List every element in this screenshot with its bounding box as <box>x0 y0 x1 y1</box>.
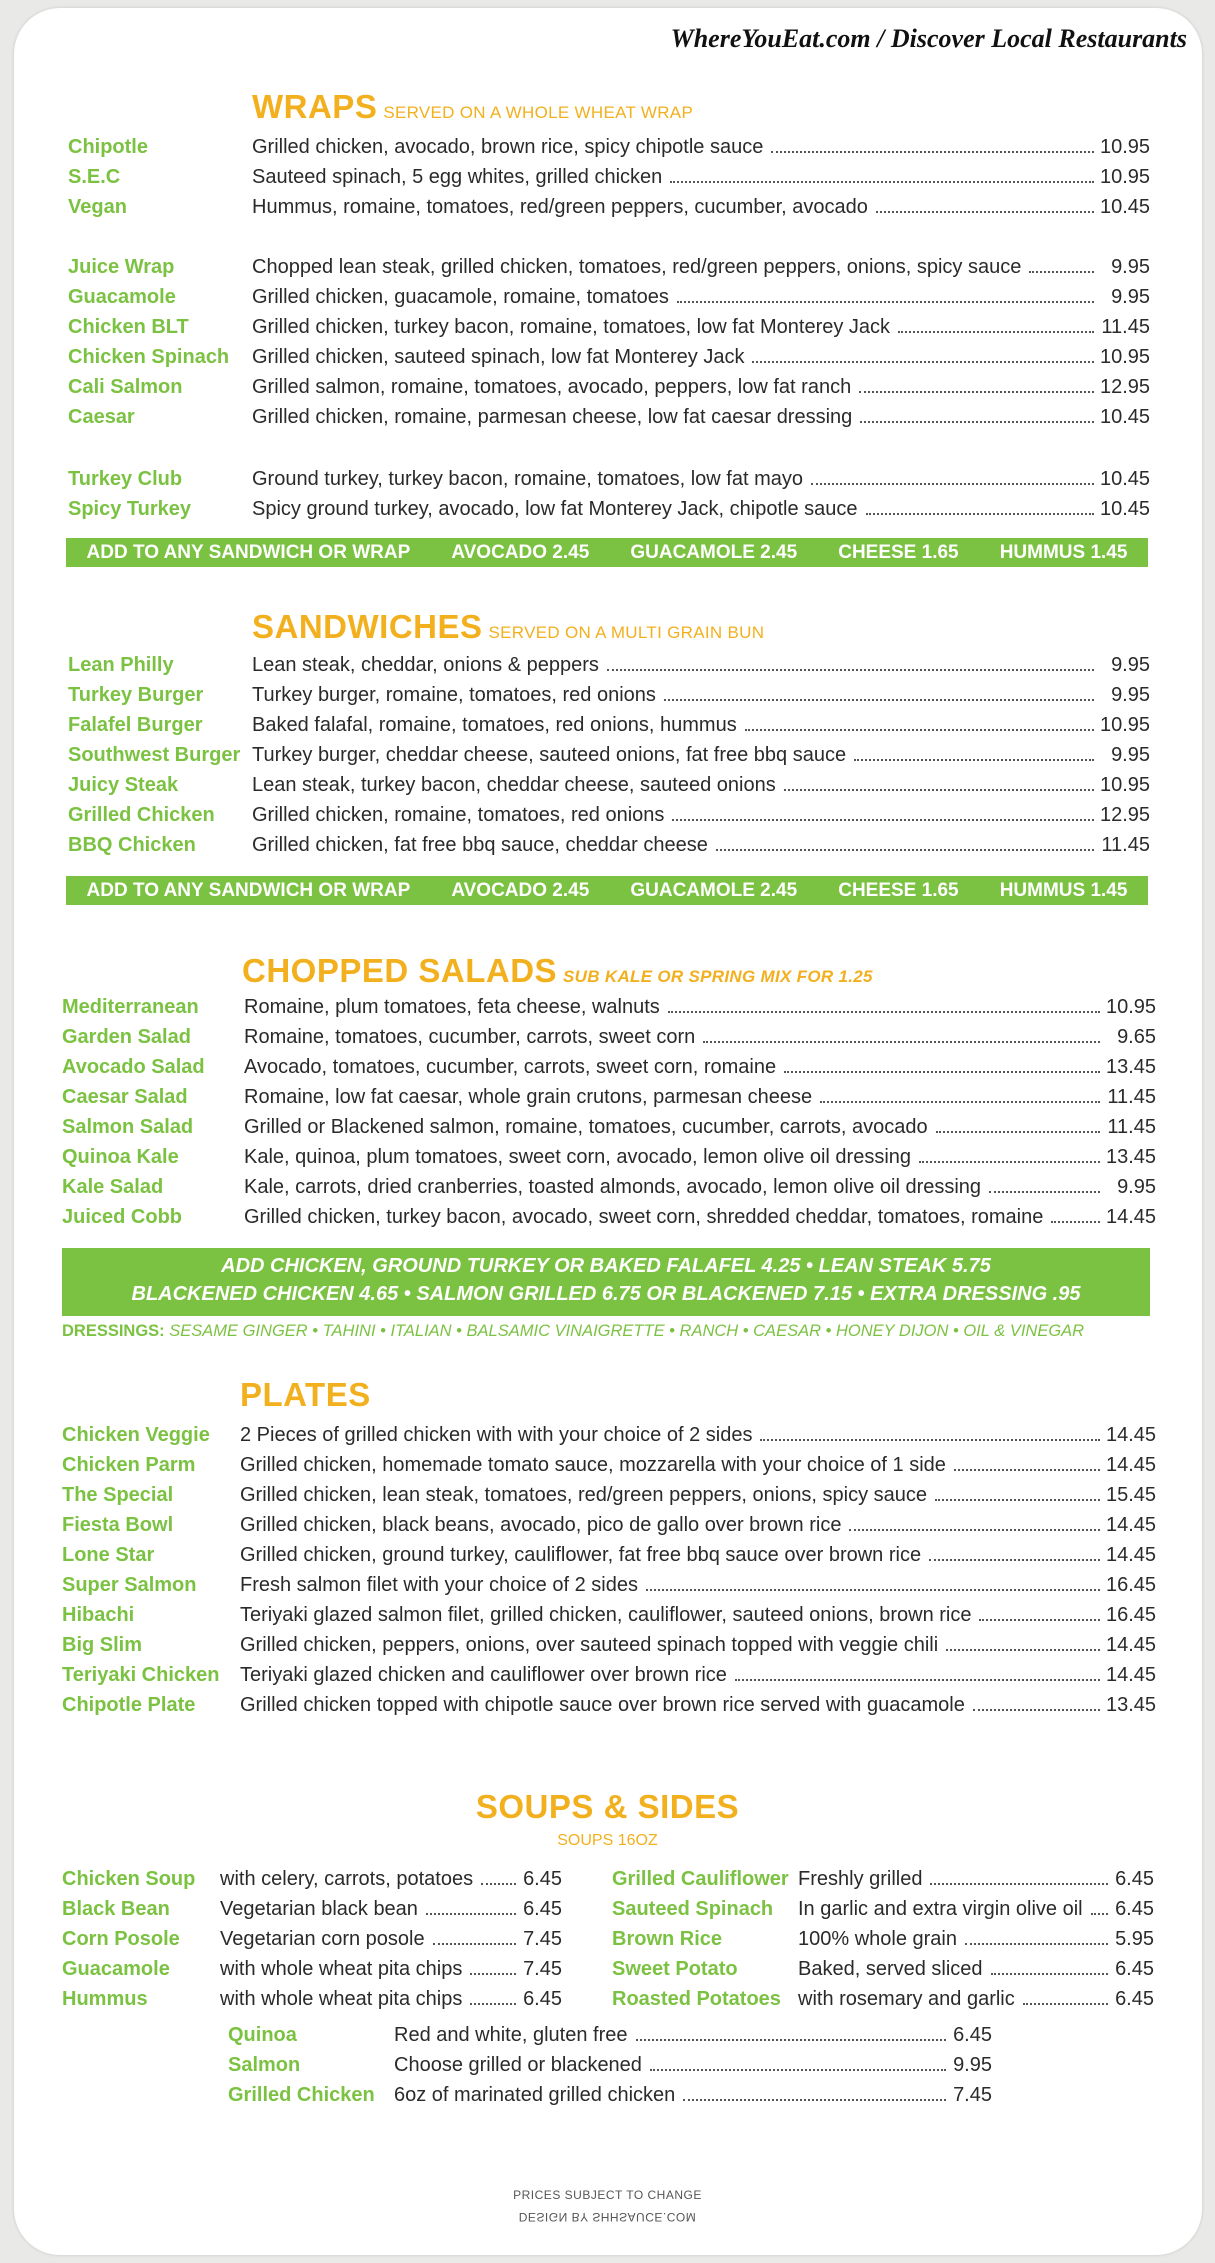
menu-item-row <box>62 1206 1156 1236</box>
leader-dots <box>668 1011 1100 1013</box>
item-description: 100% whole grain <box>798 1928 957 1950</box>
item-price: 14.45 <box>1106 1424 1157 1446</box>
leader-dots <box>636 2039 947 2041</box>
item-price: 12.95 <box>1100 376 1151 398</box>
salads-subtitle: SUB KALE OR SPRING MIX FOR 1.25 <box>563 967 873 986</box>
leader-dots <box>677 301 1094 303</box>
salads-addons-line2: BLACKENED CHICKEN 4.65 • SALMON GRILLED 6.75 OR BLACKENED 7.15 • EXTRA DRESSING .95 <box>131 1283 1081 1305</box>
item-name: Chicken Soup <box>62 1868 196 1890</box>
item-name: Chipotle <box>68 136 148 158</box>
item-description: Grilled or Blackened salmon, romaine, tomatoes, cucumber, carrots, avocado <box>244 1116 928 1138</box>
item-price: 6.45 <box>1115 1988 1154 2010</box>
item-description: Lean steak, turkey bacon, cheddar cheese, sauteed onions <box>252 774 776 796</box>
menu-item-row <box>62 996 1156 1026</box>
item-price: 9.95 <box>1111 256 1150 278</box>
item-description: In garlic and extra virgin olive oil <box>798 1898 1083 1920</box>
addon-item: AVOCADO 2.45 <box>451 879 590 901</box>
menu-item-row <box>68 376 1150 406</box>
leader-dots <box>973 1709 1100 1711</box>
item-price: 13.45 <box>1106 1694 1157 1716</box>
menu-item-row <box>62 1694 1156 1724</box>
menu-item-row <box>68 256 1150 286</box>
leader-dots <box>954 1469 1100 1471</box>
item-name: Kale Salad <box>62 1176 164 1198</box>
menu-item-row <box>62 1604 1156 1634</box>
leader-dots <box>760 1439 1100 1441</box>
item-price: 10.45 <box>1100 498 1151 520</box>
design-credit: DESIGN BY SHHSAUCE.COM <box>518 2210 697 2224</box>
item-price: 7.45 <box>953 2084 992 2106</box>
item-name: Avocado Salad <box>62 1056 205 1078</box>
item-price: 6.45 <box>523 1898 562 1920</box>
menu-item-row <box>68 834 1150 864</box>
item-price: 9.95 <box>953 2054 992 2076</box>
item-price: 9.95 <box>1111 684 1150 706</box>
leader-dots <box>854 759 1094 761</box>
menu-item-row <box>612 1898 1154 1928</box>
item-name: Sauteed Spinach <box>612 1898 774 1920</box>
item-name: Salmon <box>228 2054 301 2076</box>
item-name: Grilled Cauliflower <box>612 1868 789 1890</box>
item-name: Vegan <box>68 196 127 218</box>
menu-item-row <box>62 1514 1156 1544</box>
leader-dots <box>664 699 1094 701</box>
item-description: Grilled chicken topped with chipotle sauce over brown rice served with guacamole <box>240 1694 965 1716</box>
wraps-subtitle: SERVED ON A WHOLE WHEAT WRAP <box>383 103 694 122</box>
item-price: 6.45 <box>1115 1958 1154 1980</box>
menu-item-row <box>62 1056 1156 1086</box>
leader-dots <box>936 1131 1100 1133</box>
item-name: Corn Posole <box>62 1928 180 1950</box>
dressings-label: DRESSINGS: <box>62 1322 165 1340</box>
item-name: Grilled Chicken <box>228 2084 375 2106</box>
leader-dots <box>784 1071 1100 1073</box>
item-price: 15.45 <box>1106 1484 1157 1506</box>
leader-dots <box>930 1883 1108 1885</box>
item-price: 10.95 <box>1106 996 1157 1018</box>
leader-dots <box>820 1101 1100 1103</box>
item-description: Red and white, gluten free <box>394 2024 628 2046</box>
item-price: 6.45 <box>1115 1868 1154 1890</box>
leader-dots <box>1029 271 1094 273</box>
item-price: 10.95 <box>1100 136 1151 158</box>
item-description: Choose grilled or blackened <box>394 2054 642 2076</box>
item-description: Grilled chicken, peppers, onions, over sauteed spinach topped with veggie chili <box>240 1634 939 1656</box>
soups-title: SOUPS & SIDES <box>475 1788 740 1825</box>
sandwiches-addons-bar <box>66 876 1148 905</box>
leader-dots <box>1091 1913 1108 1915</box>
leader-dots <box>898 331 1094 333</box>
item-price: 14.45 <box>1106 1634 1157 1656</box>
item-name: Juice Wrap <box>68 256 175 278</box>
item-name: Cali Salmon <box>68 376 183 398</box>
item-name: Garden Salad <box>62 1026 191 1048</box>
leader-dots <box>866 513 1095 515</box>
leader-dots <box>919 1161 1100 1163</box>
item-description: Vegetarian black bean <box>220 1898 418 1920</box>
leader-dots <box>979 1619 1100 1621</box>
item-name: Turkey Club <box>68 468 183 490</box>
item-name: Quinoa Kale <box>62 1146 179 1168</box>
leader-dots <box>735 1679 1100 1681</box>
item-description: Romaine, plum tomatoes, feta cheese, walnuts <box>244 996 660 1018</box>
menu-item-row <box>62 1086 1156 1116</box>
leader-dots <box>752 361 1094 363</box>
leader-dots <box>965 1943 1108 1945</box>
item-price: 11.45 <box>1107 1116 1156 1138</box>
item-description: Hummus, romaine, tomatoes, red/green peppers, cucumber, avocado <box>252 196 868 218</box>
item-name: Lone Star <box>62 1544 155 1566</box>
addon-item: ADD TO ANY SANDWICH OR WRAP <box>86 541 411 563</box>
plates-title: PLATES <box>240 1376 371 1413</box>
item-description: Grilled chicken, homemade tomato sauce, mozzarella with your choice of 1 side <box>240 1454 946 1476</box>
leader-dots <box>683 2099 946 2101</box>
menu-item-row <box>68 286 1150 316</box>
item-description: Grilled chicken, turkey bacon, avocado, sweet corn, shredded cheddar, tomatoes, romaine <box>244 1206 1044 1228</box>
menu-item-row <box>68 196 1150 226</box>
menu-item-row <box>68 654 1150 684</box>
item-description: Teriyaki glazed salmon filet, grilled chicken, cauliflower, sauteed onions, brown rice <box>240 1604 972 1626</box>
item-description: Kale, carrots, dried cranberries, toasted almonds, avocado, lemon olive oil dressing <box>244 1176 982 1198</box>
item-price: 13.45 <box>1106 1146 1157 1168</box>
salads-title: CHOPPED SALADS SUB KALE OR SPRING MIX FOR 1.25 <box>242 952 873 989</box>
item-price: 6.45 <box>1115 1898 1154 1920</box>
item-name: Teriyaki Chicken <box>62 1664 220 1686</box>
menu-item-row <box>68 498 1150 528</box>
leader-dots <box>929 1559 1100 1561</box>
menu-item-row <box>62 1176 1156 1206</box>
leader-dots <box>784 789 1094 791</box>
item-price: 16.45 <box>1106 1574 1157 1596</box>
item-name: Roasted Potatoes <box>612 1988 781 2010</box>
menu-item-row <box>68 406 1150 436</box>
item-description: with celery, carrots, potatoes <box>220 1868 474 1890</box>
item-name: Mediterranean <box>62 996 199 1018</box>
item-name: Chicken Veggie <box>62 1424 210 1446</box>
menu-item-row <box>62 1574 1156 1604</box>
leader-dots <box>860 421 1094 423</box>
leader-dots <box>670 181 1094 183</box>
item-price: 11.45 <box>1101 834 1150 856</box>
menu-item-row <box>62 1958 562 1988</box>
item-name: Brown Rice <box>612 1928 723 1950</box>
menu-item-row <box>228 2084 992 2114</box>
item-description: Spicy ground turkey, avocado, low fat Monterey Jack, chipotle sauce <box>252 498 858 520</box>
item-description: Baked falafal, romaine, tomatoes, red onions, hummus <box>252 714 737 736</box>
menu-item-row <box>68 166 1150 196</box>
item-name: Sweet Potato <box>612 1958 738 1980</box>
addon-item: ADD TO ANY SANDWICH OR WRAP <box>86 879 411 901</box>
site-banner[interactable]: WhereYouEat.com / Discover Local Restaurants <box>670 24 1187 53</box>
item-price: 10.95 <box>1100 346 1151 368</box>
item-price: 10.45 <box>1100 406 1151 428</box>
item-name: Caesar Salad <box>62 1086 188 1108</box>
item-price: 14.45 <box>1106 1514 1157 1536</box>
item-description: Grilled chicken, avocado, brown rice, spicy chipotle sauce <box>252 136 764 158</box>
item-description: Grilled chicken, fat free bbq sauce, cheddar cheese <box>252 834 708 856</box>
menu-item-row <box>62 1116 1156 1146</box>
item-name: The Special <box>62 1484 174 1506</box>
item-name: Falafel Burger <box>68 714 203 736</box>
addon-item: GUACAMOLE 2.45 <box>630 541 798 563</box>
leader-dots <box>433 1943 516 1945</box>
salads-addons-bar <box>62 1248 1150 1316</box>
item-description: Grilled chicken, guacamole, romaine, tomatoes <box>252 286 669 308</box>
leader-dots <box>859 391 1094 393</box>
menu-item-row <box>612 1928 1154 1958</box>
item-price: 5.95 <box>1115 1928 1154 1950</box>
dressings-line <box>62 1322 1152 1341</box>
menu-item-row <box>62 1026 1156 1056</box>
item-name: Chipotle Plate <box>62 1694 196 1716</box>
item-description: Chopped lean steak, grilled chicken, tomatoes, red/green peppers, onions, spicy sauce <box>252 256 1022 278</box>
item-name: Hibachi <box>62 1604 135 1626</box>
item-description: Lean steak, cheddar, onions & peppers <box>252 654 599 676</box>
item-description: Grilled chicken, turkey bacon, romaine, tomatoes, low fat Monterey Jack <box>252 316 891 338</box>
menu-item-row <box>68 804 1150 834</box>
item-name: S.E.C <box>68 166 121 188</box>
item-description: Grilled chicken, romaine, parmesan cheese, low fat caesar dressing <box>252 406 853 428</box>
item-description: Romaine, low fat caesar, whole grain crutons, parmesan cheese <box>244 1086 813 1108</box>
menu-item-row <box>612 1958 1154 1988</box>
item-description: with rosemary and garlic <box>798 1988 1015 2010</box>
wraps-addons-bar <box>66 538 1148 567</box>
item-price: 12.95 <box>1100 804 1151 826</box>
leader-dots <box>650 2069 946 2071</box>
item-description: Vegetarian corn posole <box>220 1928 425 1950</box>
item-name: Juiced Cobb <box>62 1206 183 1228</box>
item-name: Lean Philly <box>68 654 174 676</box>
item-name: Grilled Chicken <box>68 804 215 826</box>
menu-item-row <box>62 1544 1156 1574</box>
item-name: Juicy Steak <box>68 774 179 796</box>
item-name: Quinoa <box>228 2024 297 2046</box>
item-description: Ground turkey, turkey bacon, romaine, tomatoes, low fat mayo <box>252 468 803 490</box>
item-name: BBQ Chicken <box>68 834 196 856</box>
leader-dots <box>426 1913 516 1915</box>
item-description: Kale, quinoa, plum tomatoes, sweet corn, avocado, lemon olive oil dressing <box>244 1146 912 1168</box>
menu-item-row <box>62 1484 1156 1514</box>
leader-dots <box>481 1883 516 1885</box>
addon-item: AVOCADO 2.45 <box>451 541 590 563</box>
menu-item-row <box>68 346 1150 376</box>
item-name: Caesar <box>68 406 135 428</box>
menu-item-row <box>228 2054 992 2084</box>
item-price: 6.45 <box>953 2024 992 2046</box>
sandwiches-title: SANDWICHES SERVED ON A MULTI GRAIN BUN <box>252 608 765 645</box>
item-name: Turkey Burger <box>68 684 204 706</box>
item-description: Grilled chicken, lean steak, tomatoes, red/green peppers, onions, spicy sauce <box>240 1484 928 1506</box>
item-price: 10.95 <box>1100 714 1151 736</box>
leader-dots <box>646 1589 1100 1591</box>
item-price: 9.95 <box>1111 286 1150 308</box>
leader-dots <box>946 1649 1100 1651</box>
menu-item-row <box>68 774 1150 804</box>
leader-dots <box>607 669 1094 671</box>
item-price: 9.95 <box>1111 744 1150 766</box>
item-price: 9.95 <box>1111 654 1150 676</box>
item-name: Chicken Spinach <box>68 346 230 368</box>
item-price: 14.45 <box>1106 1664 1157 1686</box>
item-name: Hummus <box>62 1988 148 2010</box>
item-description: Grilled chicken, romaine, tomatoes, red onions <box>252 804 665 826</box>
menu-item-row <box>62 1146 1156 1176</box>
menu-item-row <box>68 316 1150 346</box>
item-price: 7.45 <box>523 1958 562 1980</box>
item-price: 6.45 <box>523 1868 562 1890</box>
sandwiches-subtitle: SERVED ON A MULTI GRAIN BUN <box>488 623 765 642</box>
menu-item-row <box>62 1988 562 2018</box>
item-price: 11.45 <box>1101 316 1150 338</box>
leader-dots <box>876 211 1094 213</box>
item-description: Romaine, tomatoes, cucumber, carrots, sweet corn <box>244 1026 696 1048</box>
leader-dots <box>703 1041 1100 1043</box>
leader-dots <box>1023 2003 1108 2005</box>
salads-addons-line1: ADD CHICKEN, GROUND TURKEY OR BAKED FALAFEL 4.25 • LEAN STEAK 5.75 <box>221 1255 991 1277</box>
menu-item-row <box>62 1928 562 1958</box>
leader-dots <box>470 1973 516 1975</box>
wraps-title: WRAPS SERVED ON A WHOLE WHEAT WRAP <box>252 88 694 125</box>
menu-item-row <box>68 136 1150 166</box>
dressings-list: SESAME GINGER • TAHINI • ITALIAN • BALSAMIC VINAIGRETTE • RANCH • CAESAR • HONEY DIJON • OIL & VINEGAR <box>169 1322 1085 1340</box>
item-name: Black Bean <box>62 1898 170 1920</box>
item-price: 13.45 <box>1106 1056 1157 1078</box>
menu-item-row <box>68 714 1150 744</box>
item-price: 9.65 <box>1117 1026 1156 1048</box>
item-price: 6.45 <box>523 1988 562 2010</box>
item-description: Sauteed spinach, 5 egg whites, grilled chicken <box>252 166 663 188</box>
menu-item-row <box>68 684 1150 714</box>
addon-item: CHEESE 1.65 <box>838 879 959 901</box>
item-price: 11.45 <box>1107 1086 1156 1108</box>
leader-dots <box>849 1529 1100 1531</box>
item-name: Super Salmon <box>62 1574 197 1596</box>
item-price: 14.45 <box>1106 1454 1157 1476</box>
item-description: Grilled chicken, ground turkey, cauliflower, fat free bbq sauce over brown rice <box>240 1544 922 1566</box>
leader-dots <box>745 729 1094 731</box>
leader-dots <box>771 151 1094 153</box>
item-description: 6oz of marinated grilled chicken <box>394 2084 676 2106</box>
item-description: Grilled chicken, sauteed spinach, low fat Monterey Jack <box>252 346 745 368</box>
item-description: Grilled salmon, romaine, tomatoes, avocado, peppers, low fat ranch <box>252 376 852 398</box>
leader-dots <box>991 1973 1108 1975</box>
item-name: Fiesta Bowl <box>62 1514 174 1536</box>
item-price: 10.95 <box>1100 166 1151 188</box>
leader-dots <box>716 849 1094 851</box>
item-description: Turkey burger, romaine, tomatoes, red onions <box>252 684 656 706</box>
item-description: Avocado, tomatoes, cucumber, carrots, sweet corn, romaine <box>244 1056 777 1078</box>
leader-dots <box>470 2003 516 2005</box>
item-name: Guacamole <box>62 1958 170 1980</box>
item-description: Fresh salmon filet with your choice of 2 sides <box>240 1574 638 1596</box>
prices-note: PRICES SUBJECT TO CHANGE <box>513 2188 702 2202</box>
item-price: 14.45 <box>1106 1544 1157 1566</box>
menu-item-row <box>612 1988 1154 2018</box>
item-price: 14.45 <box>1106 1206 1157 1228</box>
item-name: Spicy Turkey <box>68 498 192 520</box>
item-description: with whole wheat pita chips <box>220 1988 463 2010</box>
leader-dots <box>672 819 1094 821</box>
menu-item-row <box>62 1664 1156 1694</box>
item-description: Baked, served sliced <box>798 1958 983 1980</box>
addon-item: HUMMUS 1.45 <box>999 541 1128 563</box>
item-price: 16.45 <box>1106 1604 1157 1626</box>
menu-item-row <box>62 1868 562 1898</box>
item-description: with whole wheat pita chips <box>220 1958 463 1980</box>
item-name: Big Slim <box>62 1634 143 1656</box>
menu-item-row <box>68 744 1150 774</box>
item-name: Salmon Salad <box>62 1116 194 1138</box>
item-description: 2 Pieces of grilled chicken with with your choice of 2 sides <box>240 1424 753 1446</box>
leader-dots <box>935 1499 1100 1501</box>
addon-item: HUMMUS 1.45 <box>999 879 1128 901</box>
item-name: Southwest Burger <box>68 744 241 766</box>
menu-item-row <box>68 468 1150 498</box>
item-name: Guacamole <box>68 286 176 308</box>
item-description: Grilled chicken, black beans, avocado, pico de gallo over brown rice <box>240 1514 842 1536</box>
item-description: Turkey burger, cheddar cheese, sauteed onions, fat free bbq sauce <box>252 744 847 766</box>
item-price: 9.95 <box>1117 1176 1156 1198</box>
menu-item-row <box>62 1424 1156 1454</box>
leader-dots <box>1051 1221 1100 1223</box>
item-description: Freshly grilled <box>798 1868 923 1890</box>
menu-item-row <box>228 2024 992 2054</box>
item-price: 10.95 <box>1100 774 1151 796</box>
leader-dots <box>989 1191 1100 1193</box>
item-price: 7.45 <box>523 1928 562 1950</box>
item-description: Teriyaki glazed chicken and cauliflower over brown rice <box>240 1664 727 1686</box>
item-price: 10.45 <box>1100 468 1151 490</box>
item-name: Chicken BLT <box>68 316 189 338</box>
menu-item-row <box>612 1868 1154 1898</box>
leader-dots <box>811 483 1094 485</box>
addon-item: CHEESE 1.65 <box>838 541 959 563</box>
item-name: Chicken Parm <box>62 1454 196 1476</box>
menu-item-row <box>62 1898 562 1928</box>
menu-item-row <box>62 1454 1156 1484</box>
soups-subtitle: SOUPS 16OZ <box>557 1832 658 1849</box>
addon-item: GUACAMOLE 2.45 <box>630 879 798 901</box>
menu-item-row <box>62 1634 1156 1664</box>
item-price: 10.45 <box>1100 196 1151 218</box>
